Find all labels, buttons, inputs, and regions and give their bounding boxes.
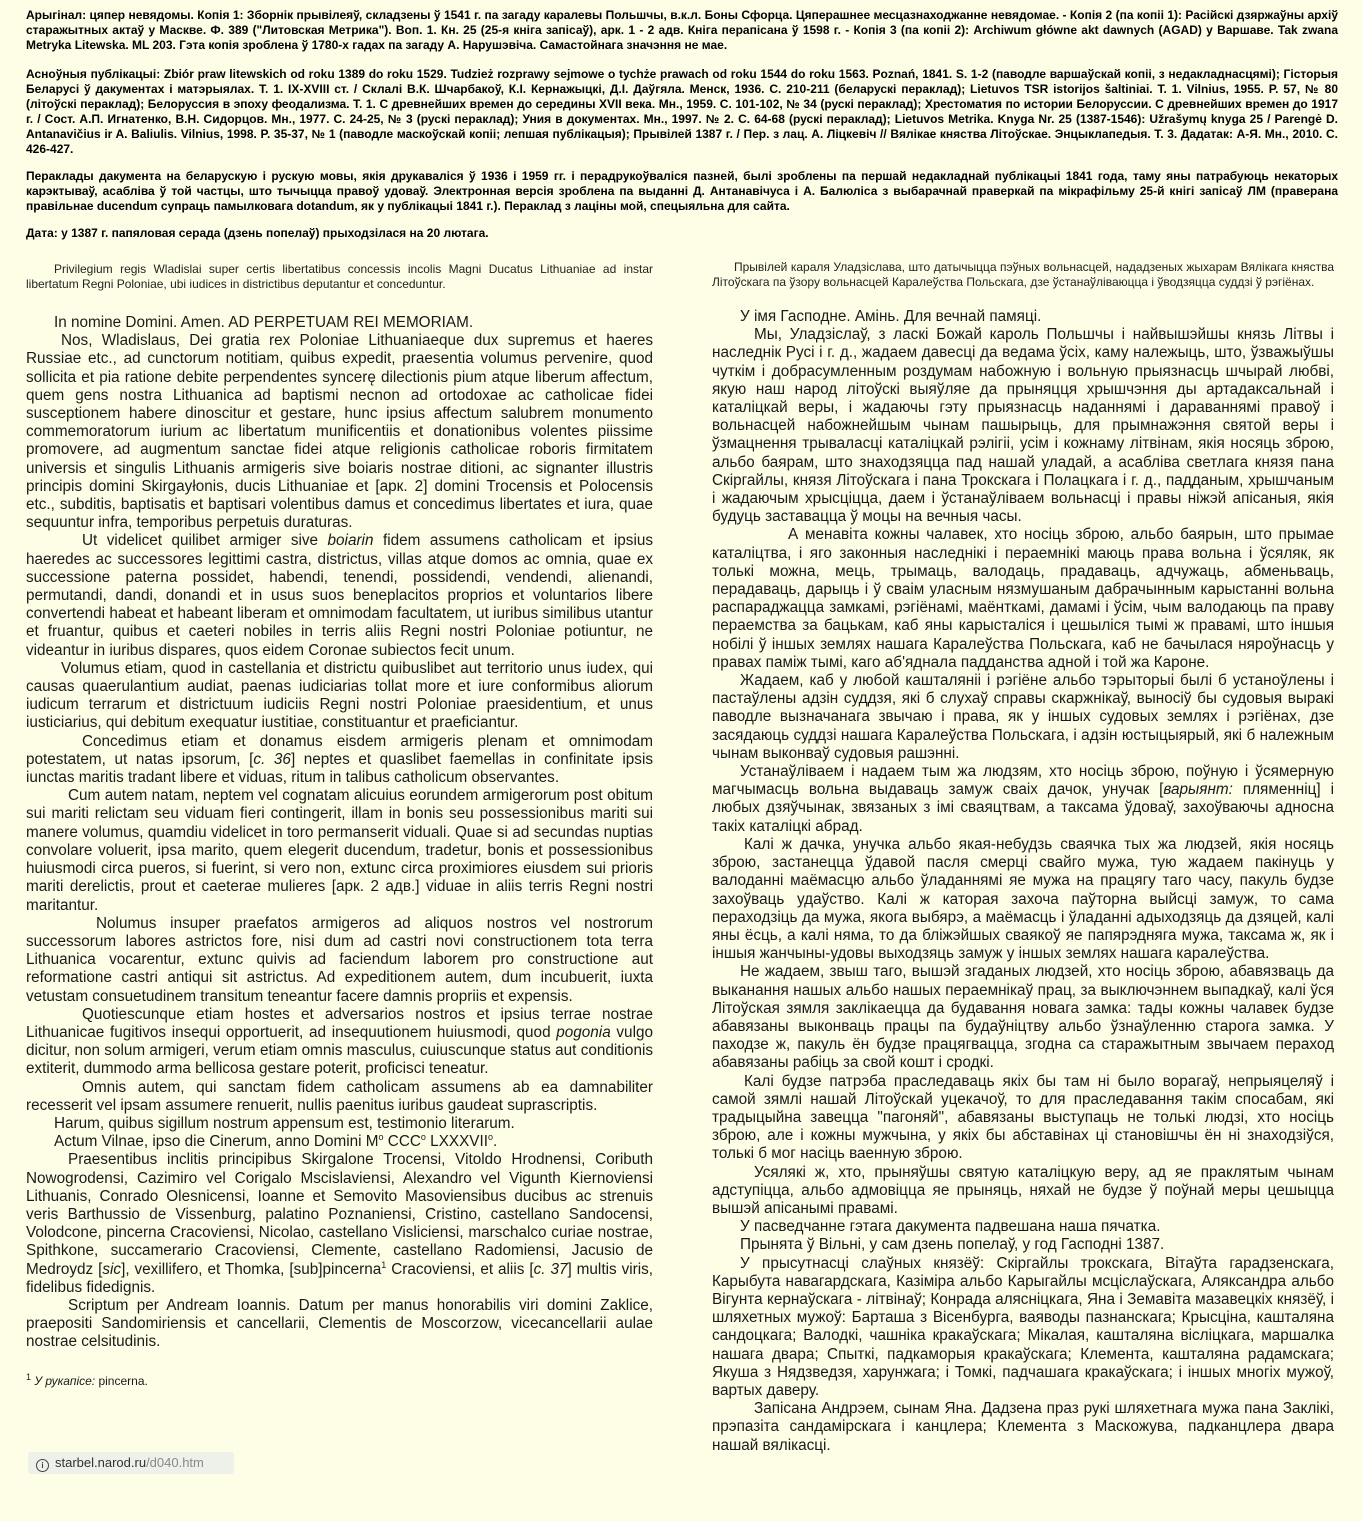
latin-paragraph: Nolumus insuper praefatos armigeros ad aliquos nostros vel nostrorum successorum labores astrictos fore, nisi dum ad castri novi constructionem tota terra Lithuanica vocarentur, extunc quivis ad faciendum laborem pro constructione aut reformatione castri antiqui sit astrictus. Ad expeditionem autem, dum incubuerit, iuxta vetustam consuetudinem transitum teneantur facere damnis propriis et expensis. (26, 914, 653, 1005)
bel-invocation: У імя Гасподне. Амінь. Для вечнай памяці. (740, 308, 1042, 325)
bel-witnesses: У прысутнасці слаўных князёў: Скіргайлы трокскага, Вітаўта гарадзенскага, Карыбута навагардскага, Казіміра альбо Карыгайлы мсціслаўскага, Аляксандра альбо Вігунта кернаўскага - літвінаў; Конрада алясніцкага, Яна і Земавіта мазавецкіх князёў, і шляхетных мужоў: Барташа з Вісенбурга, ваяводы пазнанскага; Крысціна, кашталяна сандоцкага; Валодкі, чашніка кракаўскага; Мікалая, кашталяна вісліцкага, маршалка нашага двара; Спыткі, падкаморыя кракаўскага; Клемента, кашталяна радамскага; Якуша з Нядзведзя, харунжага; і Томкі, падчашага кракаўскага; і іншых многіх мужоў, вартых даверу. (712, 1254, 1334, 1399)
latin-paragraph: Concedimus etiam et donamus eisdem armigeris plenam et omnimodam potestatem, ut natas ipsorum, [c. 36] neptes et quaslibet faemellas in confinitate ipsis iunctas maritis tradant libere et viduas, ritum in talibus catholicum observantes. (26, 732, 654, 787)
latin-paragraph: Scriptum per Andream Ioannis. Datum per manus honorabilis viri domini Zaklice, praepositi Sandomiriensis et cancellarii, Clementis de Moscorzow, vicecancellarii aulae nostrae celsitudinis. (26, 1296, 653, 1351)
latin-paragraph: Quotiescunque etiam hostes et adversarios nostros et ipsius terrae nostrae Lithuanicae fugitivos insequi opportuerit, ad insequutionem huiusmodi, quod pogonia vulgo dicitur, non solum armigeri, verum etiam omnis masculus, cuiuscunque status aut conditionis extiterit, dummodo arma bellicosa gestare poterit, proficisci teneatur. (26, 1005, 653, 1078)
bel-paragraph: Запісана Андрэем, сынам Яна. Дадзена праз рукі шляхетнага мужа пана Заклікі, прэпазіта сандамірскага і канцлера; Клемента з Маскожува, падканцлера двара нашай вялікасці. (712, 1400, 1334, 1454)
bel-paragraph: У пасведчанне гэтага дакумента падвешана наша пячатка. (740, 1218, 1161, 1236)
bel-date: Прынята ў Вільні, у сам дзень попелаў, у год Гасподні 1387. (740, 1236, 1165, 1254)
info-icon: i (36, 1459, 49, 1472)
latin-paragraph: Volumus etiam, quod in castellania et districtu quibuslibet aut territorio unus iudex, qui causas quaerulantium audiat, paenas iudiciarias tollat more et iure conformibus aliorum iudicum terrarum et districtuum iudiciis Regni nostri Poloniae praesidentium, et unus iusticiarius, qui debitum exequatur iustitiae, constituantur et praeficiantur. (26, 659, 653, 732)
latin-italic: c. 36 (253, 750, 291, 768)
header-original-note: Арыгінал: цяпер невядомы. Копія 1: Зборнік прывілеяў, складзены ў 1541 г. па загаду каралевы Польшчы, в.к.л. Боны Сфорца. Цяперашнее месцазнаходжанне невядомае. - Копія 2 (па копіі 1): Расійскі дзяржаўны архіў старажытных актаў у Маскве. Ф. 389 ("Литовская Метрика"). Воп. 1. Кн. 25 (25-я кніга запісаў), арк. 1 - 2 адв. Кніга перапісана ў 1598 г. - Копія 3 (па копіі 2): Archiwum główne akt dawnych (AGAD) у Варшаве. Tak zwana Metryka Litewska. ML 203. Гэта копія зроблена ў 1780-х гадах па загаду А. Нарушэвіча. Самастойнага значэння не мае. (26, 8, 1338, 52)
latin-paragraph: Harum, quibus sigillum nostrum appensum est, testimonio literarum. (54, 1114, 515, 1132)
latin-date: Actum Vilnae, ipso die Cinerum, anno Domini $M^o$ CCC$^o$ LXXXVII$^o$. (54, 1132, 498, 1151)
header-notes (26, 8, 1338, 253)
link-path[interactable]: /d040.htm (146, 1455, 204, 1470)
latin-italic: boiarin (327, 532, 374, 550)
latin-paragraph: Nos, Wladislaus, Dei gratia rex Poloniae Lithuaniaeque dux supremus et haeres Russiae etc., ad cunctorum notitiam, quibus expedit, praesentia volumus pervenire, quod sollicita et pia ratione debite perpendentes syncerę dilectionis pium atque liberum affectum, quem gens nostra Lithuanica ad baptismi necnon ad ortodoxae ac catholicae fidei susceptionem habere dinoscitur et gestare, hunc ipsius affectum salubrem monumento commemoratorum iurium ac libertatum munificentiis et donationibus volentes piissime promovere, ad augmentum sanctae fidei atque religionis catholicae roboris firmitatem universis et singulis Lithuanis armigeris sive boiaris nostrae ditioni, ac signanter illustris principis domini Skirgayłonis, ducis Lithuaniae et [арк. 2] domini Trocensis et Polocensis etc., subditis, baptisatis et baptisari volentibus damus et concedimus libertates et iura, quae sequuntur infra, temporibus perpetuis duraturas. (26, 332, 653, 532)
latin-witnesses: Praesentibus inclitis principibus Skirgalone Trocensi, Vitoldo Hrodnensi, Coributh Nowogrodensi, Cazimiro vel Corigalo Mscislaviensi, Alexandro vel Vigunth Kiernoviensi Lithuanis, Conrado Olesnicensi, Ioanne et Semovito Masoviensibus ducibus ac strenuis veris Barthussio de Vissenburg, palatino Poznaniensi, Cristino, castellano Sandocensi, Volodcone, pincerna Cracoviensi, Nicolao, castellano Visliciensi, marschalco curiae nostrae, Spithkone, succamerario Cracoviensi, Clemente, castellano Radomiensi, Jacusio de Medroydz [sic], vexillifero, et Thomka, [sub]pincerna$^1$ Cracoviensi, et aliis [c. 37] multis viris, fidelibus fidedignis. (26, 1151, 654, 1296)
bel-paragraph: Мы, Уладзіслаў, з ласкі Божай кароль Польшчы і найвышэйшы князь Літвы і наследнік Русі і г. д., жадаем давесці да ведама ўсіх, каму належыць, што, ўзважыўшы чуткім і добрасумленным роздумам набожную і вольную прыязнасць шчырай любві, якую наш народ літоўскі выяўляе да прыняцця хрышчэння ды артадаксальнай і каталіцкай веры, і жадаючы гэту прыязнасць наданнямі і дараваннямі правоў і вольнасцей набожнейшым чынам пашырыць, для прымнажэння святой веры і ўзмацнення трываласці каталіцкай рэлігіі, усім і кожнаму літвінам, якія носяць зброю, альбо баярам, што знаходзяцца пад нашай уладай, а асабліва светлага князя пана Скіргайлы, князя Літоўскага і пана Трокскага і Полацкага і г. д., падданым, хрышчаным і жадаючым хрысціцца, даем і ўстанаўліваем вольнасці і правы ніжэй апісаныя, якія будуць заставацца ў моцы на вечныя часы. (712, 326, 1334, 526)
header-translations-note: Пераклады дакумента на беларускую і рускую мовы, якія друкаваліся ў 1936 і 1959 гг. і перадрукоўваліся пазней, былі зроблены па першай недакладнай публікацыі 1841 года, таму яны патрабуюць некаторых карэктываў, асабліва ў той частцы, што тычыцца правоў удоваў. Электронная версія зроблена па выданні Д. Антанавічуса і А. Балюліса з выбарачнай праверкай па мікрафільму 25-й кнігі запісаў ЛМ (праверана правільнае ducendum супраць памылковага dotandum, як у публікацыі 1841 г.). Пераклад з лаціны мой, спецыяльна для сайта. (26, 169, 1338, 213)
bel-italic: варыянт: (1163, 781, 1233, 799)
link-domain[interactable]: starbel.narod.ru (55, 1455, 147, 1470)
bel-paragraph: Устанаўліваем і надаем тым жа людзям, хто носіць зброю, поўную і ўсямерную магчымасць вольна выдаваць замуж сваіх дачок, унучак [варыянт: пляменніц] і любых дзяўчынак, звязаных з імі сваяцтвам, а таксама ўдоваў, захоўваючы адносна такіх каталіцкі абрад. (712, 763, 1334, 835)
bel-paragraph: Не жадаем, звыш таго, вышэй згаданых людзей, хто носіць зброю, абавязваць да выканання нашых альбо нашых пераемнікаў прац, за выключэннем выпадкаў, калі ўся Літоўская зямля заклікаецца да будавання новага замка: тады кожны чалавек будзе абавязаны выконваць працы па будаўніцтву альбо ўзнаўленню старога замка. У паходзе ж, пакуль ён будзе працягвацца, згодна са старажытным звычаем пераход абавязаны рабіць за свой кошт і сродкі. (712, 963, 1334, 1072)
status-link-bar[interactable] (28, 1452, 234, 1474)
bel-paragraph: Усялякі ж, хто, прыняўшы святую каталіцкую веру, ад яе праклятым чынам адступіцца, альбо адмовіцца яе прыняць, няхай не будзе ў поўнай меры цешыцца вышэй апісанымі правамі. (712, 1163, 1334, 1217)
latin-paragraph: Cum autem natam, neptem vel cognatam alicuius eorundem armigerorum post obitum sui mariti relictam seu viduam fieri contingerit, illam in bonis seu possessionibus mariti sui manere volumus, quamdiu videlicet in toro permanserit viduali. Quae si ad secundas nuptias convolare voluerit, ipsa marito, quem elegerit ducendum, tradetur, bonis et possessionibus huiusmodi circa pueros, si fuerint, si vero non, extunc circa proximiores eiusdem sui prioris mariti derelictis, prout et caeterae mulieres [арк. 2 адв.] viduae in aliis terris Regni nostri maritantur. (26, 787, 653, 914)
latin-text-column (26, 262, 653, 1389)
latin-invocation: In nomine Domini. Amen. AD PERPETUAM REI MEMORIAM. (54, 314, 474, 331)
belarusian-text-column (712, 260, 1334, 1455)
bel-paragraph: А менавіта кожны чалавек, хто носіць зброю, альбо баярын, што прымае каталіцтва, і яго законныя наследнікі і пераемнікі маюць права вольна і ўсяляк, як толькі можна, мець, трымаць, валодаць, прадаваць, адчужаць, абменьваць, перадаваць, дарыць і ў сваім уласным нязмушаным дабрачынным карыстанні вольна распараджацца замкамі, рэгіёнамі, маёнткамі, дамамі і ўсім, чым валодаюць па праву пераемства за бацькам, каб яны карысталіся і цешыліся тымі ж правамі, што іншыя нобілі ў іншых землях нашага Каралеўства Польскага, каб не бачылася няроўнасць у правах паміж тымі, каго аб'яднала падданства адной і той жа Кароне. (712, 526, 1334, 671)
footnote: $^1$ У рукапісе: pincerna. (26, 1371, 148, 1388)
latin-title: Privilegium regis Wladislai super certis libertatibus concessis incolis Magni Ducatus Lithuaniae ad instar libertatum Regni Poloniae, ubi iudices in districtibus deputantur et conceduntur. (26, 262, 653, 291)
latin-italic: pogonia (556, 1023, 611, 1041)
header-publications-note: Асноўныя публікацыі: Zbiór praw litewskich od roku 1389 do roku 1529. Tudzież rozprawy sejmowe o tychże prawach od roku 1544 do roku 1563. Poznań, 1841. S. 1-2 (паводле варшаўскай копіі, з недакладнасцямі); Гісторыя Беларусі ў дакументах і матэрыялах. Т. 1. IX-XVIII ст. / Склалі В.К. Шчарбакоў, К.І. Кернажыцкі, Д.І. Даўгяла. Менск, 1936. С. 210-211 (беларускі пераклад); Lietuvos TSR istorijos šaltiniai. T. 1. Vilnius, 1955. P. 57, № 80 (літоўскі пераклад); Белоруссия в эпоху феодализма. Т. 1. С древнейших времен до середины XVII века. Мн., 1959. С. 101-102, № 34 (рускі пераклад); Хрестоматия по истории Белоруссии. С древнейших времен до 1917 г. / Сост. А.П. Игнатенко, В.Н. Сидорцов. Мн., 1977. С. 24-25, № 3 (рускі пераклад); Уния в документах. Мн., 1997. № 2. С. 64-68 (рускі пераклад); Lietuvos Metrika. Knyga Nr. 25 (1387-1546): Užrašymų knyga 25 / Parengė D. Antanavičius ir A. Baliulis. Vilnius, 1998. P. 35-37, № 1 (паводле маскоўскай копіі; лепшая публікацыя); Прывілей 1387 г. / Пер. з лац. А. Ліцкевіч // Вялікае княства Літоўскае. Энцыклапедыя. Т. 3. Дадатак: А-Я. Мн., 2010. С. 426-427. (26, 67, 1338, 156)
header-date-note: Дата: у 1387 г. папяловая серада (дзень попелаў) прыходзілася на 20 лютага. (26, 226, 489, 240)
bel-paragraph: Калі будзе патрэба праследаваць якіх бы там ні было ворагаў, непрыяцеляў і самой зямлі нашай Літоўскай уцекачоў, то для праследавання такім спосабам, які традыцыйна завецца "пагоняй", абавязаны выступаць не толькі людзі, хто носіць зброю, але і кожны мужчына, у якіх бы абставінах ці становішчы ён ні знаходзіўся, толькі б мог насіць ваенную зброю. (712, 1072, 1334, 1163)
bel-paragraph: Калі ж дачка, унучка альбо якая-небудзь сваячка тых жа людзей, якія носяць зброю, застанецца ўдавой пасля смерці свайго мужа, тую жадаем пакінуць у валоданні маёмасцю альбо ўладаннямі яе мужа на працягу таго часу, пакуль будзе захоўваць удаўство. Калі ж каторая захоча паўторна выйсці замуж, то сама пераходзіць да мужа, якога выбярэ, а маёмасць і ўладанні адыходзяць да дзяцей, калі яны ёсць, а калі няма, то да бліжэйшых сваякоў яе папярэдняга мужа, таксама ж, як і іншыя жанчыны-удовы выходзяць замуж у іншых землях нашага каралеўства. (712, 835, 1334, 963)
bel-paragraph: Жадаем, каб у любой кашталяніі і рэгіёне альбо тэрыторыі былі б устаноўлены і пастаўлены адзін суддзя, які б слухаў справы скаржнікаў, выносіў бы судовыя выракі паводле вызначанага звычаю і права, як у іншых судовых землях і рэгіёнах, дзе засядаюць суддзі нашага Каралеўства Польскага, і адзін юстыцыярый, які б належным чынам выконваў судовыя рашэнні. (712, 672, 1334, 762)
footnote-ref: 1 (381, 1259, 387, 1270)
latin-paragraph: Ut videlicet quilibet armiger sive boiarin fidem assumens catholicam et ipsius haeredes ac successores legittimi castra, districtus, villas atque domos ac omnia, quae ex successione paterna possidet, habendi, tenendi, possidendi, vendendi, alienandi, permutandi, dandi, donandi et in usus suos beneplacitos proprios et voluntarios libere convertendi habeat et habeant liberam et omnimodam facultatem, ut iuribus similibus utantur et fruantur, quibus et caeteri nobiles in terris aliis Regni nostri Poloniae potiuntur, ne videantur in iuribus dispares, quos eidem Coronae subiectos fecit unum. (26, 532, 653, 659)
belarusian-title: Прывілей караля Уладзіслава, што датычыцца пэўных вольнасцей, нададзеных жыхарам Вялікага княства Літоўскага па ўзору вольнасцей Каралеўства Польскага, дзе ўстанаўліваюцца і ўводзяцца суддзі ў рэгіёнах. (712, 260, 1334, 289)
latin-paragraph: Omnis autem, qui sanctam fidem catholicam assumens ab ea damnabiliter recesserit vel ipsam assumere renuerit, nullis paenitus iuribus gaudeat suprascriptis. (26, 1078, 653, 1114)
